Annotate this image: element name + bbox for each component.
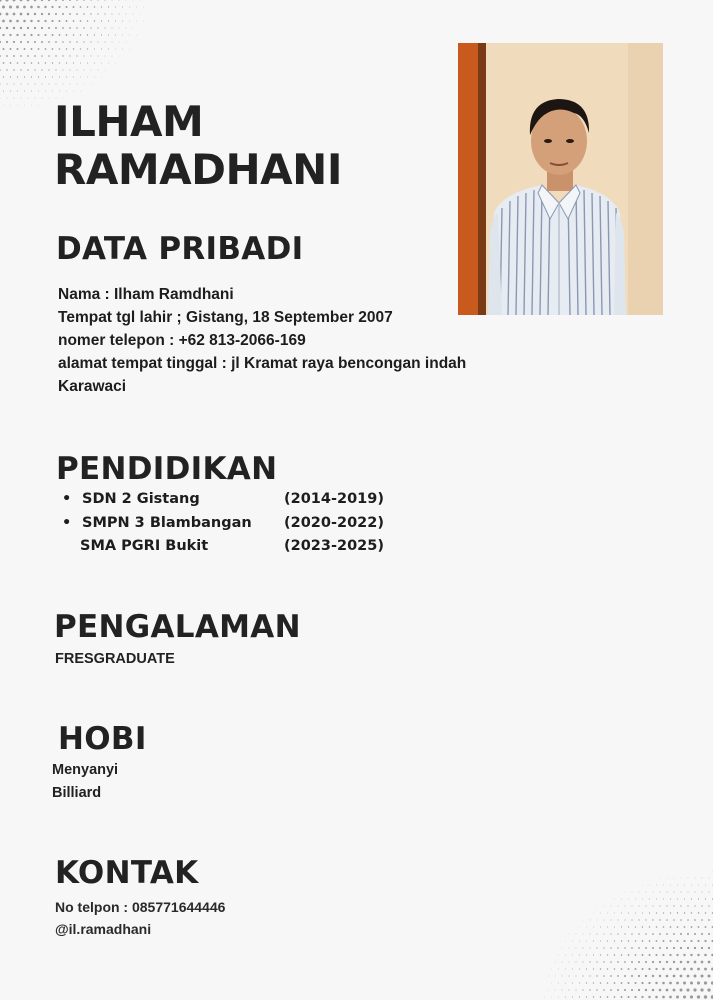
dots-decoration-bottom-right: [513, 850, 713, 1000]
section-title-kontak: KONTAK: [55, 855, 199, 891]
school-years: (2014-2019): [284, 491, 384, 507]
hobby-item: Menyanyi: [52, 762, 119, 778]
education-item: [62, 512, 422, 536]
personal-address: alamat tempat tinggal : jl Kramat raya bencongan indah Karawaci: [58, 355, 467, 395]
candidate-name: [54, 98, 342, 194]
personal-name: Nama : Ilham Ramdhani: [58, 286, 234, 303]
personal-phone: nomer telepon : +62 813-2066-169: [58, 332, 306, 349]
section-title-pengalaman: PENGALAMAN: [54, 609, 301, 645]
experience-text: [55, 648, 175, 671]
contact-social: @il.ramadhani: [55, 921, 152, 937]
personal-birth: Tempat tgl lahir ; Gistang, 18 September 2007: [58, 309, 393, 326]
hobby-list: [52, 759, 118, 805]
section-title-hobi: HOBI: [58, 721, 147, 757]
last-name: RAMADHANI: [54, 145, 342, 194]
education-item: [62, 488, 422, 512]
contact-phone: No telpon : 085771644446: [55, 899, 226, 915]
education-list: [62, 488, 422, 559]
profile-photo: [458, 43, 663, 315]
section-title-data-pribadi: DATA PRIBADI: [56, 231, 304, 267]
school-years: (2023-2025): [284, 538, 384, 554]
bullet: •: [62, 491, 72, 507]
first-name: ILHAM: [54, 97, 204, 146]
section-title-pendidikan: PENDIDIKAN: [56, 451, 278, 487]
school-name: SDN 2 Gistang: [82, 491, 200, 507]
personal-data: [58, 283, 518, 398]
contact-info: [55, 896, 225, 940]
school-years: (2020-2022): [284, 514, 384, 531]
education-item: [62, 535, 422, 559]
school-name: SMPN 3 Blambangan: [82, 514, 252, 531]
hobby-item: Billiard: [52, 785, 102, 801]
experience-value: FRESGRADUATE: [55, 651, 175, 667]
school-name: SMA PGRI Bukit: [80, 538, 209, 554]
bullet: •: [62, 514, 72, 531]
